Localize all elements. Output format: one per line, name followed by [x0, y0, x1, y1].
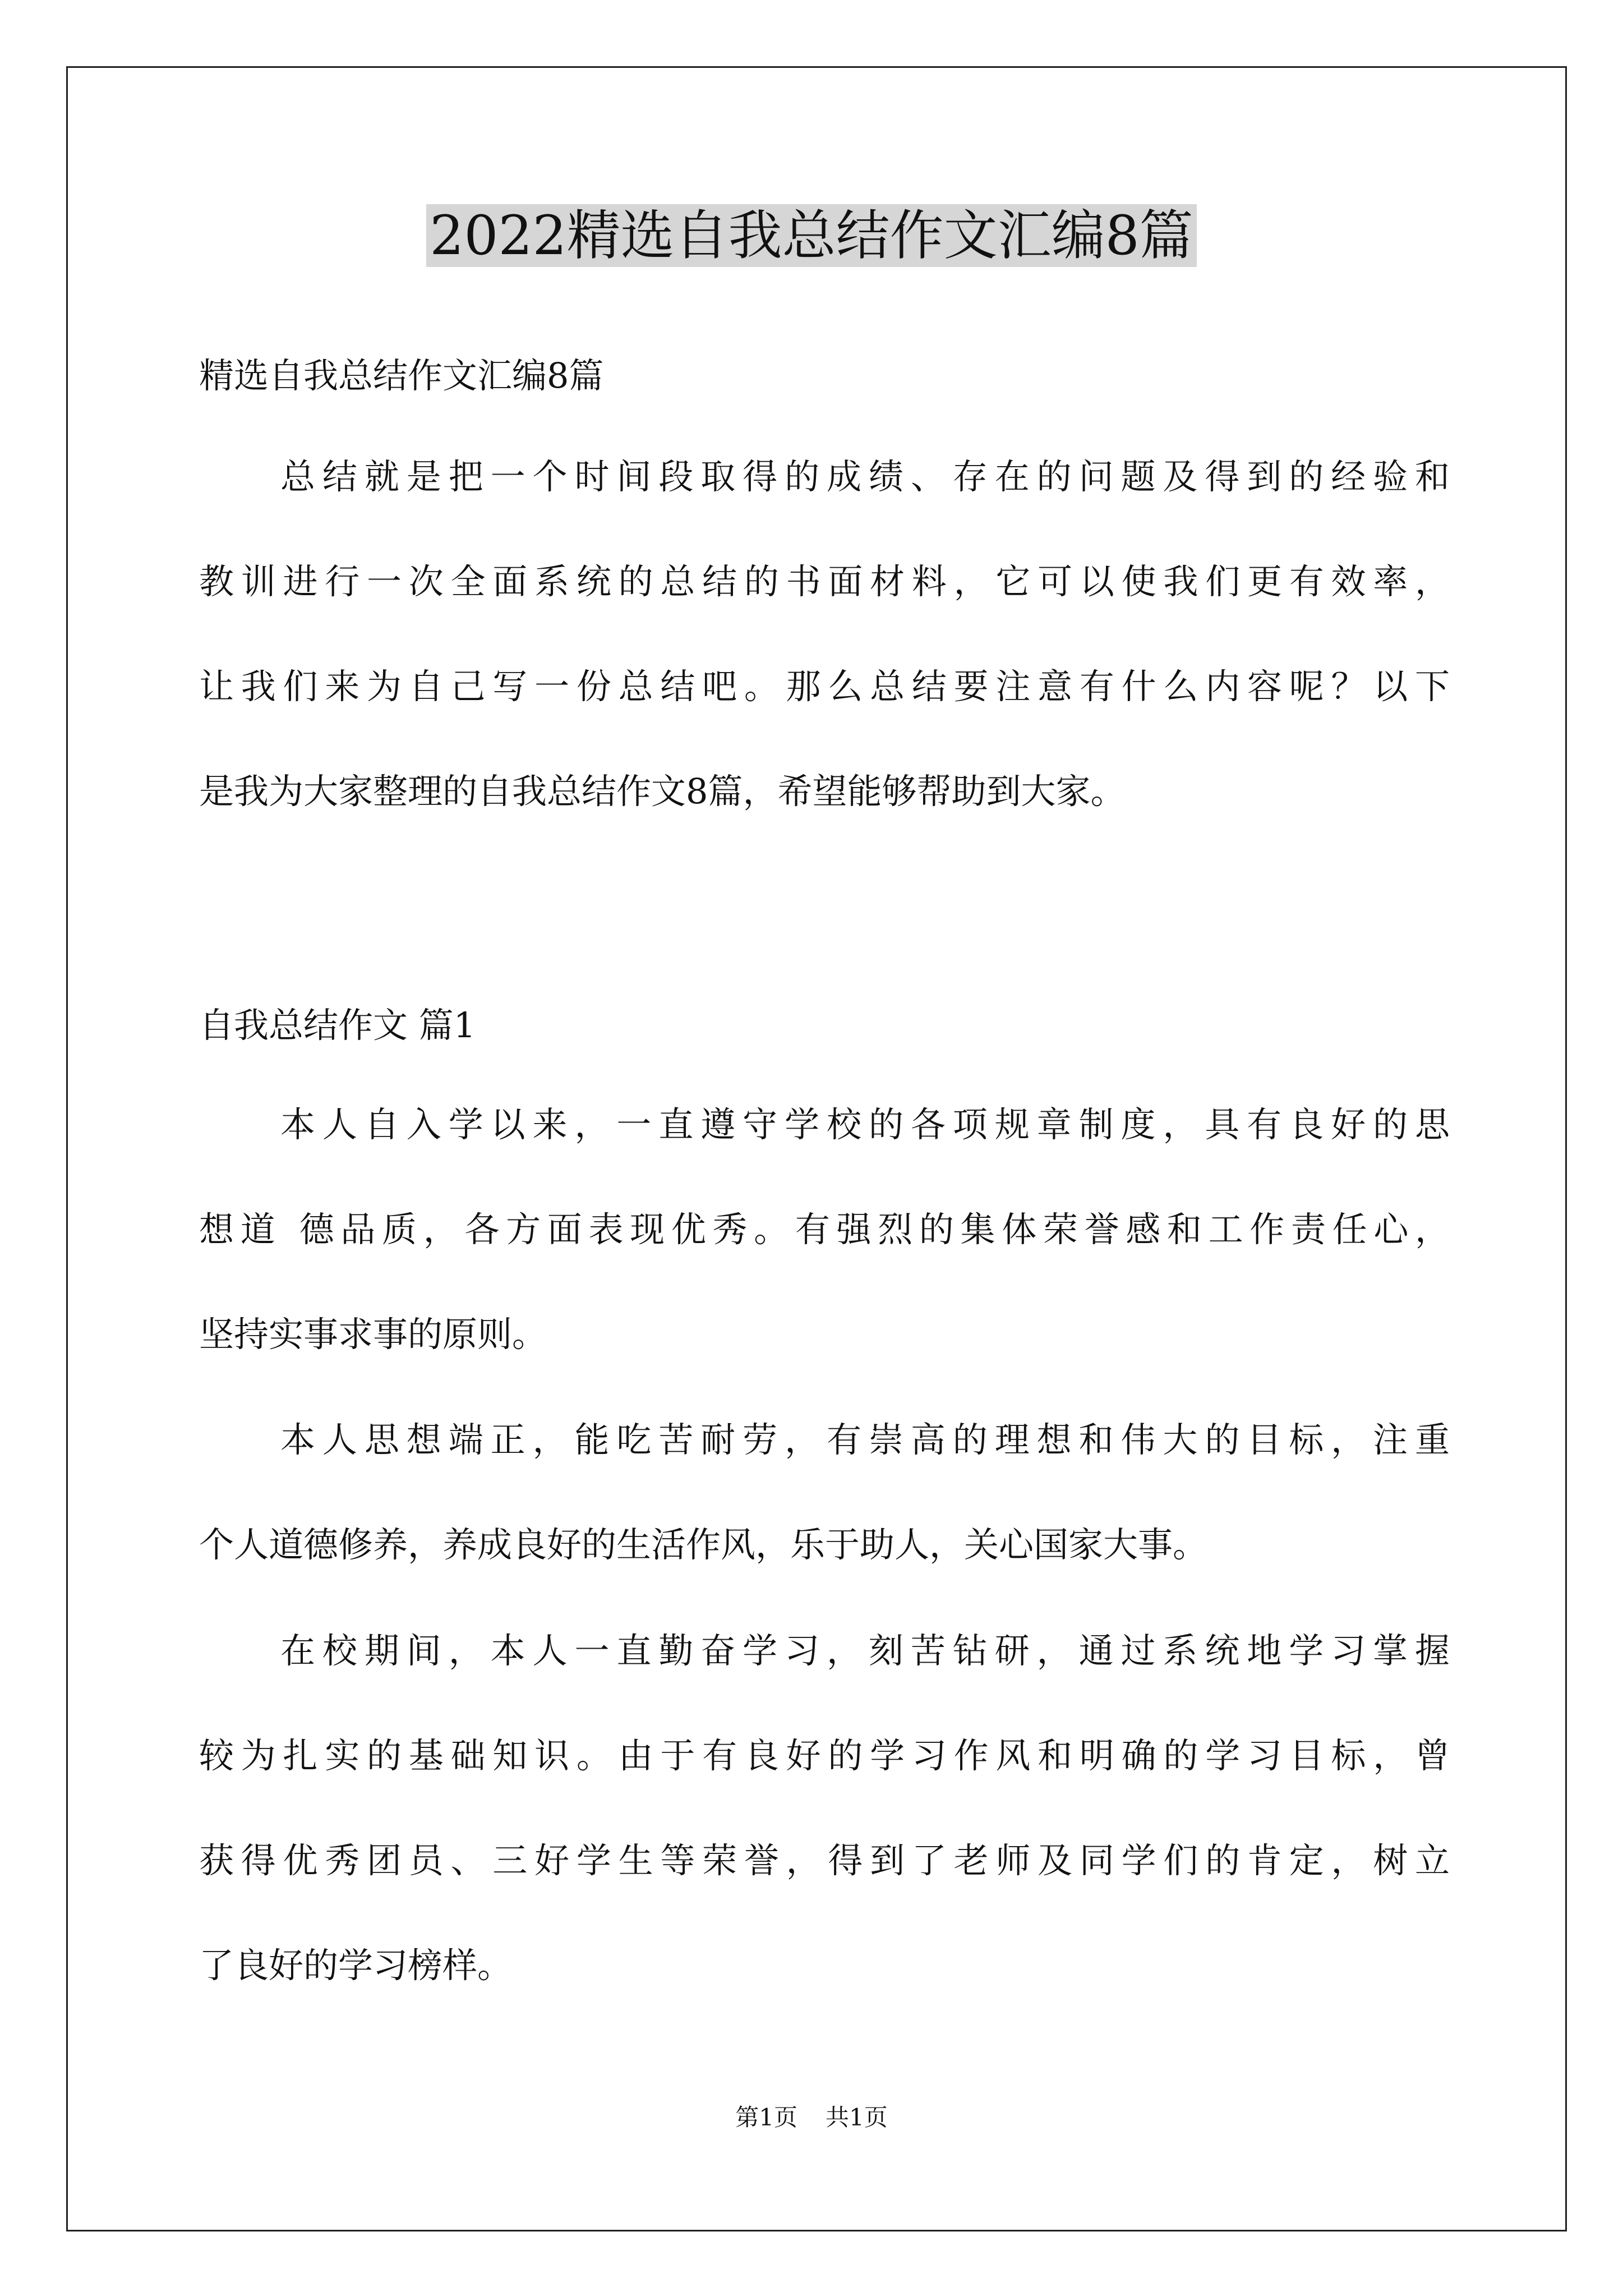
paragraph-line: 较为扎实的基础知识。由于有良好的学习作风和明确的学习目标，曾 — [199, 1735, 1450, 1776]
document-title — [0, 194, 1623, 278]
paragraph-line: 个人道德修养，养成良好的生活作风，乐于助人，关心国家大事。 — [199, 1524, 1208, 1565]
paragraph-line: 在校期间，本人一直勤奋学习，刻苦钻研，通过系统地学习掌握 — [280, 1630, 1450, 1671]
paragraph-line: 让我们来为自己写一份总结吧。那么总结要注意有什么内容呢？以下 — [199, 666, 1450, 707]
section-heading: 自我总结作文 篇1 — [199, 1005, 476, 1046]
paragraph-line: 总结就是把一个时间段取得的成绩、存在的问题及得到的经验和 — [280, 456, 1450, 497]
paragraph-line: 是我为大家整理的自我总结作文8篇，希望能够帮助到大家。 — [199, 771, 1126, 812]
section1-paragraph-1 — [199, 1097, 1450, 1363]
paragraph-line: 本人自入学以来，一直遵守学校的各项规章制度，具有良好的思 — [280, 1104, 1450, 1145]
paragraph-line: 获得优秀团员、三好学生等荣誉，得到了老师及同学们的肯定，树立 — [199, 1840, 1450, 1881]
page-footer — [0, 2101, 1623, 2134]
page-total: 共1页 — [826, 2104, 888, 2131]
paragraph-line: 坚持实事求事的原则。 — [199, 1314, 547, 1355]
document-title-text: 2022精选自我总结作文汇编8篇 — [426, 204, 1196, 267]
document-subtitle: 精选自我总结作文汇编8篇 — [199, 355, 604, 396]
paragraph-line: 教训进行一次全面系统的总结的书面材料，它可以使我们更有效率， — [199, 561, 1450, 602]
paragraph-line: 本人思想端正，能吃苦耐劳，有崇高的理想和伟大的目标，注重 — [280, 1419, 1450, 1460]
paragraph-line: 想道 德品质，各方面表现优秀。有强烈的集体荣誉感和工作责任心， — [199, 1209, 1450, 1250]
intro-paragraph — [199, 449, 1450, 820]
paragraph-line: 了良好的学习榜样。 — [199, 1945, 513, 1986]
page-number: 第1页 — [735, 2104, 797, 2131]
section1-paragraph-3 — [199, 1623, 1450, 1994]
section1-paragraph-2 — [199, 1412, 1450, 1573]
